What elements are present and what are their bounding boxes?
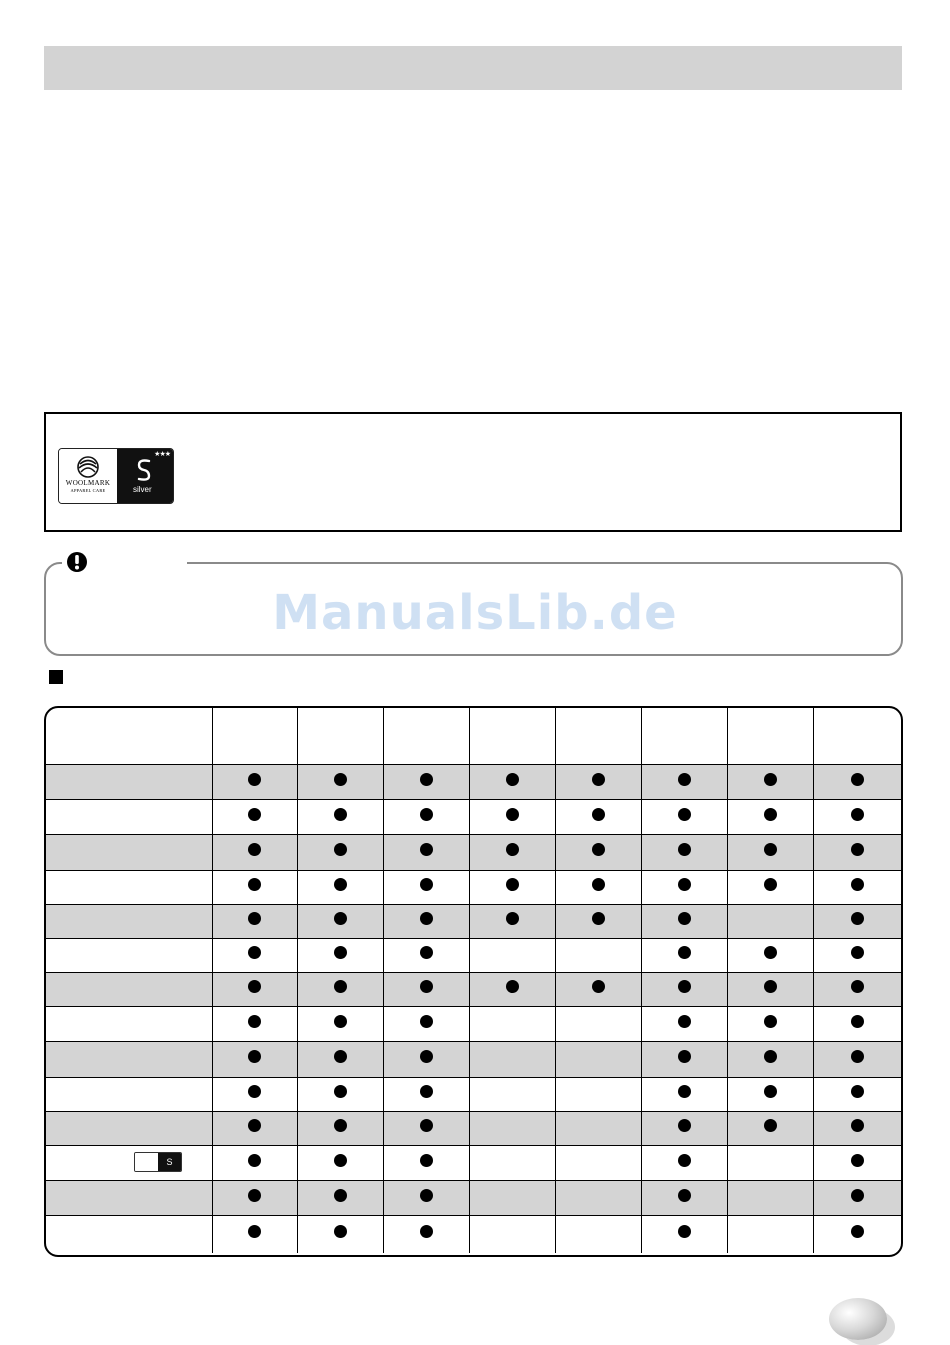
- option-cell: [555, 799, 641, 834]
- watermark-text: ManualsLib.de: [272, 585, 678, 641]
- option-cell: [727, 1111, 813, 1145]
- table-row: [46, 870, 901, 904]
- option-cell: [555, 1180, 641, 1215]
- option-cell: [383, 764, 469, 799]
- available-dot-icon: [678, 1085, 691, 1098]
- option-cell: [383, 938, 469, 972]
- option-cell: [297, 1111, 383, 1145]
- option-cell: [383, 834, 469, 870]
- program-name-cell: [46, 1145, 212, 1180]
- option-cell: [469, 904, 555, 938]
- table-header-row: [46, 708, 901, 764]
- grade-label: silver: [133, 485, 152, 494]
- available-dot-icon: [334, 1085, 347, 1098]
- option-cell: [383, 799, 469, 834]
- option-cell: [813, 1006, 901, 1041]
- program-name-cell: [46, 972, 212, 1006]
- available-dot-icon: [420, 1119, 433, 1132]
- option-cell: [813, 799, 901, 834]
- program-name-cell: [46, 834, 212, 870]
- option-cell: [555, 1145, 641, 1180]
- option-cell: [727, 904, 813, 938]
- option-cell: [813, 764, 901, 799]
- option-cell: [383, 1145, 469, 1180]
- option-cell: [641, 972, 727, 1006]
- option-cell: [555, 1215, 641, 1253]
- available-dot-icon: [248, 773, 261, 786]
- option-cell: [383, 870, 469, 904]
- available-dot-icon: [248, 878, 261, 891]
- option-cell: [641, 938, 727, 972]
- option-cell: [297, 1180, 383, 1215]
- table-row: [46, 764, 901, 799]
- available-dot-icon: [420, 946, 433, 959]
- option-cell: [297, 904, 383, 938]
- available-dot-icon: [678, 808, 691, 821]
- table-row: [46, 1041, 901, 1077]
- available-dot-icon: [678, 946, 691, 959]
- available-dot-icon: [334, 1119, 347, 1132]
- option-cell: [813, 870, 901, 904]
- table-row: [46, 1180, 901, 1215]
- option-cell: [212, 1077, 297, 1111]
- option-cell: [297, 870, 383, 904]
- option-cell: [383, 904, 469, 938]
- available-dot-icon: [592, 980, 605, 993]
- available-dot-icon: [678, 878, 691, 891]
- available-dot-icon: [678, 1050, 691, 1063]
- woolmark-logo: [58, 448, 174, 504]
- option-cell: [383, 1111, 469, 1145]
- option-cell: [297, 764, 383, 799]
- available-dot-icon: [851, 1225, 864, 1238]
- woolmark-mini-icon: S: [134, 1152, 182, 1172]
- available-dot-icon: [851, 878, 864, 891]
- available-dot-icon: [851, 1189, 864, 1202]
- available-dot-icon: [248, 912, 261, 925]
- option-cell: [813, 1145, 901, 1180]
- option-cell: [813, 1111, 901, 1145]
- option-cell: [383, 1215, 469, 1253]
- available-dot-icon: [248, 808, 261, 821]
- option-cell: [727, 1215, 813, 1253]
- option-cell: [555, 1041, 641, 1077]
- available-dot-icon: [764, 980, 777, 993]
- woolmark-tagline: APPAREL CARE: [70, 488, 106, 493]
- woolmark-brand: WOOLMARK: [65, 479, 111, 487]
- available-dot-icon: [764, 1085, 777, 1098]
- program-name-cell: [46, 938, 212, 972]
- available-dot-icon: [851, 843, 864, 856]
- option-cell: [555, 904, 641, 938]
- option-cell: [813, 1041, 901, 1077]
- available-dot-icon: [678, 1119, 691, 1132]
- available-dot-icon: [420, 1154, 433, 1167]
- option-cell: [641, 904, 727, 938]
- option-cell: [727, 1006, 813, 1041]
- header-option-cell: [727, 708, 813, 764]
- available-dot-icon: [851, 1050, 864, 1063]
- table-row: [46, 904, 901, 938]
- program-name-cell: [46, 1077, 212, 1111]
- header-option-cell: [555, 708, 641, 764]
- available-dot-icon: [851, 946, 864, 959]
- option-cell: [297, 1041, 383, 1077]
- available-dot-icon: [592, 773, 605, 786]
- option-cell: [212, 972, 297, 1006]
- option-cell: [641, 1145, 727, 1180]
- available-dot-icon: [248, 843, 261, 856]
- option-cell: [555, 1006, 641, 1041]
- option-cell: [383, 1077, 469, 1111]
- option-cell: [727, 972, 813, 1006]
- option-cell: [813, 1180, 901, 1215]
- available-dot-icon: [592, 878, 605, 891]
- available-dot-icon: [334, 808, 347, 821]
- exclamation-icon: [66, 551, 88, 573]
- available-dot-icon: [506, 808, 519, 821]
- available-dot-icon: [506, 843, 519, 856]
- available-dot-icon: [851, 912, 864, 925]
- option-cell: [727, 1077, 813, 1111]
- option-cell: [212, 1041, 297, 1077]
- option-cell: [641, 1111, 727, 1145]
- program-name-cell: [46, 904, 212, 938]
- available-dot-icon: [420, 1085, 433, 1098]
- header-option-cell: [813, 708, 901, 764]
- compatibility-grid: [46, 708, 901, 1253]
- available-dot-icon: [420, 980, 433, 993]
- option-cell: [727, 1145, 813, 1180]
- option-cell: [727, 799, 813, 834]
- available-dot-icon: [506, 773, 519, 786]
- available-dot-icon: [851, 1154, 864, 1167]
- available-dot-icon: [334, 1189, 347, 1202]
- available-dot-icon: [764, 1050, 777, 1063]
- option-cell: [641, 1180, 727, 1215]
- available-dot-icon: [334, 1154, 347, 1167]
- available-dot-icon: [592, 808, 605, 821]
- option-cell: [813, 938, 901, 972]
- available-dot-icon: [248, 1015, 261, 1028]
- table-row: [46, 834, 901, 870]
- available-dot-icon: [420, 1015, 433, 1028]
- header-option-cell: [641, 708, 727, 764]
- available-dot-icon: [678, 773, 691, 786]
- available-dot-icon: [248, 1189, 261, 1202]
- option-cell: [641, 1215, 727, 1253]
- silver-s-icon: [133, 457, 155, 483]
- header-program-cell: [46, 708, 212, 764]
- header-option-cell: [469, 708, 555, 764]
- available-dot-icon: [592, 912, 605, 925]
- table-row: [46, 1077, 901, 1111]
- available-dot-icon: [334, 843, 347, 856]
- program-name-cell: [46, 1180, 212, 1215]
- available-dot-icon: [334, 980, 347, 993]
- available-dot-icon: [334, 773, 347, 786]
- available-dot-icon: [851, 808, 864, 821]
- option-cell: [383, 972, 469, 1006]
- available-dot-icon: [678, 912, 691, 925]
- program-name-cell: [46, 870, 212, 904]
- header-option-cell: [383, 708, 469, 764]
- option-cell: [469, 764, 555, 799]
- option-cell: [641, 870, 727, 904]
- available-dot-icon: [851, 980, 864, 993]
- option-cell: [297, 1145, 383, 1180]
- option-cell: [469, 938, 555, 972]
- available-dot-icon: [506, 980, 519, 993]
- option-cell: [555, 1077, 641, 1111]
- option-cell: [469, 1077, 555, 1111]
- option-cell: [212, 1180, 297, 1215]
- program-name-cell: [46, 1111, 212, 1145]
- available-dot-icon: [851, 1085, 864, 1098]
- table-row: [46, 1215, 901, 1253]
- option-cell: [297, 1215, 383, 1253]
- table-row: [46, 1145, 901, 1180]
- program-name-cell: [46, 1041, 212, 1077]
- program-compatibility-table: [44, 706, 903, 1257]
- available-dot-icon: [764, 808, 777, 821]
- available-dot-icon: [334, 1225, 347, 1238]
- available-dot-icon: [420, 1189, 433, 1202]
- option-cell: [813, 1077, 901, 1111]
- option-cell: [727, 834, 813, 870]
- option-cell: [555, 938, 641, 972]
- section-header-bar: [44, 46, 902, 90]
- header-option-cell: [297, 708, 383, 764]
- available-dot-icon: [678, 1154, 691, 1167]
- option-cell: [469, 799, 555, 834]
- program-name-cell: [46, 799, 212, 834]
- option-cell: [641, 1041, 727, 1077]
- option-cell: [641, 764, 727, 799]
- available-dot-icon: [334, 1015, 347, 1028]
- option-cell: [555, 764, 641, 799]
- available-dot-icon: [678, 1225, 691, 1238]
- option-cell: [469, 1215, 555, 1253]
- option-cell: [383, 1006, 469, 1041]
- option-cell: [813, 972, 901, 1006]
- option-cell: [469, 1041, 555, 1077]
- table-row: [46, 972, 901, 1006]
- available-dot-icon: [764, 773, 777, 786]
- option-cell: [297, 938, 383, 972]
- option-cell: [297, 799, 383, 834]
- option-cell: [383, 1041, 469, 1077]
- option-cell: [469, 870, 555, 904]
- option-cell: [555, 870, 641, 904]
- available-dot-icon: [334, 946, 347, 959]
- option-cell: [469, 834, 555, 870]
- option-cell: [641, 1006, 727, 1041]
- available-dot-icon: [851, 1015, 864, 1028]
- available-dot-icon: [764, 946, 777, 959]
- available-dot-icon: [764, 1015, 777, 1028]
- option-cell: [727, 870, 813, 904]
- option-cell: [641, 799, 727, 834]
- option-cell: [469, 1006, 555, 1041]
- available-dot-icon: [248, 1225, 261, 1238]
- option-cell: [297, 834, 383, 870]
- option-cell: [727, 1180, 813, 1215]
- available-dot-icon: [420, 808, 433, 821]
- available-dot-icon: [592, 843, 605, 856]
- wool-ball-icon: [75, 455, 101, 479]
- available-dot-icon: [764, 843, 777, 856]
- option-cell: [212, 904, 297, 938]
- option-cell: [212, 764, 297, 799]
- option-cell: [469, 972, 555, 1006]
- available-dot-icon: [851, 1119, 864, 1132]
- program-name-cell: [46, 764, 212, 799]
- table-row: [46, 1111, 901, 1145]
- table-row: [46, 938, 901, 972]
- option-cell: [641, 834, 727, 870]
- available-dot-icon: [334, 878, 347, 891]
- page-number-badge: [829, 1298, 887, 1340]
- available-dot-icon: [420, 843, 433, 856]
- available-dot-icon: [248, 1154, 261, 1167]
- table-row: [46, 1006, 901, 1041]
- option-cell: [212, 870, 297, 904]
- option-cell: [383, 1180, 469, 1215]
- option-cell: [813, 904, 901, 938]
- available-dot-icon: [420, 773, 433, 786]
- rating-stars: ★★★: [154, 451, 170, 458]
- option-cell: [813, 1215, 901, 1253]
- option-cell: [727, 938, 813, 972]
- option-cell: [297, 1077, 383, 1111]
- available-dot-icon: [851, 773, 864, 786]
- option-cell: [469, 1180, 555, 1215]
- option-cell: [212, 834, 297, 870]
- available-dot-icon: [678, 1189, 691, 1202]
- option-cell: [555, 1111, 641, 1145]
- header-option-cell: [212, 708, 297, 764]
- option-cell: [212, 1006, 297, 1041]
- available-dot-icon: [248, 1085, 261, 1098]
- available-dot-icon: [248, 980, 261, 993]
- woolmark-info-box: [44, 412, 902, 532]
- available-dot-icon: [764, 878, 777, 891]
- available-dot-icon: [248, 1119, 261, 1132]
- program-name-cell: [46, 1215, 212, 1253]
- program-name-cell: [46, 1006, 212, 1041]
- available-dot-icon: [506, 912, 519, 925]
- available-dot-icon: [420, 878, 433, 891]
- section-bullet-icon: [49, 670, 63, 684]
- available-dot-icon: [420, 1050, 433, 1063]
- available-dot-icon: [248, 946, 261, 959]
- available-dot-icon: [420, 1225, 433, 1238]
- option-cell: [469, 1111, 555, 1145]
- option-cell: [555, 972, 641, 1006]
- available-dot-icon: [248, 1050, 261, 1063]
- available-dot-icon: [678, 980, 691, 993]
- option-cell: [212, 799, 297, 834]
- available-dot-icon: [678, 843, 691, 856]
- available-dot-icon: [334, 1050, 347, 1063]
- option-cell: [469, 1145, 555, 1180]
- option-cell: [641, 1077, 727, 1111]
- option-cell: [212, 1111, 297, 1145]
- option-cell: [212, 1215, 297, 1253]
- available-dot-icon: [764, 1119, 777, 1132]
- option-cell: [297, 972, 383, 1006]
- option-cell: [555, 834, 641, 870]
- available-dot-icon: [678, 1015, 691, 1028]
- table-row: [46, 799, 901, 834]
- option-cell: [212, 1145, 297, 1180]
- available-dot-icon: [420, 912, 433, 925]
- available-dot-icon: [334, 912, 347, 925]
- option-cell: [727, 764, 813, 799]
- option-cell: [727, 1041, 813, 1077]
- option-cell: [297, 1006, 383, 1041]
- available-dot-icon: [506, 878, 519, 891]
- option-cell: [813, 834, 901, 870]
- option-cell: [212, 938, 297, 972]
